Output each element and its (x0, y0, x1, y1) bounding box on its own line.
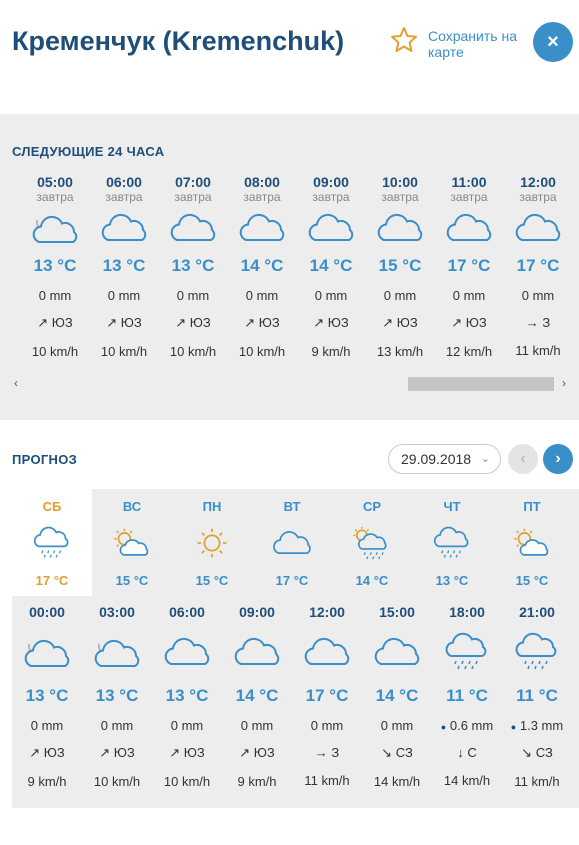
day-temp: 15 °C (115, 573, 149, 588)
forecast-hour-time: 09:00 (239, 604, 275, 620)
forecast-hour-wind-speed: 14 km/h (443, 773, 491, 788)
hour-temp: 13 °C (102, 256, 146, 275)
hour-wind-speed: 12 km/h (445, 344, 493, 359)
hour-wind-dir: ЮЗ (396, 315, 418, 330)
wind-arrow-icon: ↗ (313, 315, 325, 330)
hourly-item (434, 174, 504, 359)
forecast-hour-temp: 14 °C (375, 686, 419, 705)
forecast-hour-wind-dir: СЗ (395, 745, 413, 760)
night-cloudy-icon (91, 632, 143, 672)
next-day-button[interactable] (543, 444, 573, 474)
hour-time: 08:00 (244, 174, 280, 190)
forecast-hour-item (432, 604, 502, 788)
hour-precip: 0 mm (452, 288, 486, 303)
page-title: Кременчук (Kremenchuk) (12, 26, 345, 56)
forecast-hour-wind-speed: 11 km/h (514, 774, 560, 789)
spacer (0, 808, 579, 845)
day-temp: 15 °C (515, 573, 549, 588)
drop-icon: ● (510, 722, 517, 732)
hour-day: завтра (312, 190, 350, 204)
cloud-icon (305, 208, 357, 248)
forecast-hour-item (222, 604, 292, 789)
horizontal-scrollbar[interactable] (12, 376, 568, 392)
date-select[interactable] (388, 444, 501, 474)
hour-temp: 14 °C (240, 256, 284, 275)
day-name: СР (362, 499, 382, 514)
wind-arrow-icon: ↓ (457, 745, 464, 760)
hour-temp: 17 °C (447, 256, 491, 275)
wind-arrow-icon: ↘ (381, 745, 393, 760)
day-tab[interactable] (252, 489, 332, 596)
hour-wind-dir: З (542, 315, 551, 330)
day-name: ПТ (523, 499, 541, 514)
close-button[interactable] (533, 22, 573, 62)
day-name: ПН (202, 499, 222, 514)
spacer (0, 420, 579, 432)
wind-arrow-icon: ↗ (99, 745, 111, 760)
cloud-icon (270, 523, 314, 563)
wind-arrow-icon: ↗ (244, 315, 256, 330)
cloud-icon (371, 632, 423, 672)
hour-wind-speed: 13 km/h (376, 344, 424, 359)
scroll-left-icon[interactable]: ‹ (14, 376, 18, 390)
forecast-hour-wind-dir: З (331, 745, 340, 760)
hour-precip: 0 mm (245, 288, 279, 303)
star-icon (390, 26, 418, 54)
cloud-icon (301, 632, 353, 672)
forecast-hour-item (82, 604, 152, 789)
hour-day: завтра (519, 190, 557, 204)
hour-day: завтра (450, 190, 488, 204)
sun-rain-icon (350, 523, 394, 563)
hour-precip: 0 mm (38, 288, 72, 303)
forecast-hour-precip: 0.6 mm (449, 718, 494, 733)
wind-arrow-icon: ↘ (521, 745, 533, 760)
hour-wind-dir: ЮЗ (258, 315, 280, 330)
hour-day: завтра (174, 190, 212, 204)
close-icon: × (547, 31, 559, 53)
forecast-section (0, 432, 579, 845)
wind-arrow-icon: ↗ (169, 745, 181, 760)
forecast-hour-wind-dir: СЗ (535, 745, 553, 760)
chevron-right-icon: › (555, 450, 561, 467)
forecast-hour-wind-speed: 14 km/h (373, 774, 421, 789)
partly-cloudy-icon (110, 523, 154, 563)
hour-day: завтра (36, 190, 74, 204)
hourly-item (503, 174, 573, 358)
spacer (0, 84, 579, 114)
cloud-icon (231, 632, 283, 672)
hour-day: завтра (105, 190, 143, 204)
cloud-icon (374, 208, 426, 248)
hour-precip: 0 mm (383, 288, 417, 303)
save-to-map-label: Сохранить на карте (428, 28, 517, 60)
day-temp: 17 °C (275, 573, 309, 588)
forecast-hour-time: 21:00 (519, 604, 555, 620)
forecast-hour-precip: 0 mm (30, 718, 64, 733)
day-tab[interactable] (332, 489, 412, 596)
day-tab[interactable] (492, 489, 572, 596)
hour-wind-speed: 9 km/h (311, 344, 351, 359)
forecast-hour-time: 06:00 (169, 604, 205, 620)
cloud-icon (161, 632, 213, 672)
day-temp: 17 °C (35, 573, 69, 588)
forecast-hour-wind-dir: С (467, 745, 477, 760)
hour-time: 10:00 (382, 174, 418, 190)
forecast-hour-temp: 11 °C (446, 686, 488, 705)
hour-temp: 17 °C (516, 256, 560, 275)
hour-time: 11:00 (451, 174, 487, 190)
hour-wind-dir: ЮЗ (189, 315, 211, 330)
wind-arrow-icon: → (525, 315, 539, 330)
cloud-icon (443, 208, 495, 248)
rain-icon (511, 632, 563, 672)
hourly-item (365, 174, 435, 359)
chevron-left-icon: ‹ (520, 450, 526, 467)
wind-arrow-icon: ↗ (175, 315, 187, 330)
hour-temp: 15 °C (378, 256, 422, 275)
wind-arrow-icon: ↗ (106, 315, 118, 330)
forecast-hour-temp: 13 °C (25, 686, 69, 705)
scroll-right-icon[interactable]: › (562, 376, 566, 390)
hour-time: 05:00 (37, 174, 73, 190)
hour-wind-dir: ЮЗ (465, 315, 487, 330)
date-select-value: 29.09.2018 (401, 451, 472, 467)
hourly-item (296, 174, 366, 359)
forecast-hour-item (362, 604, 432, 789)
forecast-hour-wind-dir: ЮЗ (43, 745, 65, 760)
save-to-map-button[interactable] (390, 26, 517, 60)
drop-icon: ● (440, 722, 447, 732)
hourly-item (89, 174, 159, 359)
day-name: ЧТ (443, 499, 461, 514)
hour-day: завтра (243, 190, 281, 204)
hour-precip: 0 mm (176, 288, 210, 303)
forecast-hour-wind-speed: 9 km/h (237, 774, 277, 789)
chevron-down-icon: ⌄ (480, 453, 490, 465)
hour-time: 12:00 (520, 174, 556, 190)
day-name: ВС (122, 499, 142, 514)
forecast-hour-wind-dir: ЮЗ (113, 745, 135, 760)
forecast-hour-wind-speed: 10 km/h (163, 774, 211, 789)
hour-temp: 13 °C (33, 256, 77, 275)
hourly-item (158, 174, 228, 359)
next-24-hours-section (0, 114, 579, 420)
forecast-hour-time: 12:00 (309, 604, 345, 620)
day-detail (12, 596, 579, 808)
prev-day-button[interactable] (508, 444, 538, 474)
forecast-hour-wind-speed: 9 km/h (27, 774, 67, 789)
day-name: СБ (42, 499, 62, 514)
sun-icon (190, 523, 234, 563)
day-tab[interactable] (12, 489, 92, 596)
wind-arrow-icon: ↗ (29, 745, 41, 760)
forecast-hour-item (152, 604, 222, 789)
hour-time: 06:00 (106, 174, 142, 190)
hour-temp: 13 °C (171, 256, 215, 275)
hour-precip: 0 mm (314, 288, 348, 303)
night-cloudy-icon (29, 208, 81, 248)
wind-arrow-icon: ↗ (37, 315, 49, 330)
wind-arrow-icon: ↗ (451, 315, 463, 330)
hour-wind-speed: 10 km/h (169, 344, 217, 359)
forecast-hour-time: 03:00 (99, 604, 135, 620)
cloud-icon (167, 208, 219, 248)
forecast-hour-temp: 13 °C (165, 686, 209, 705)
hour-wind-speed: 11 km/h (515, 343, 561, 358)
hour-time: 07:00 (175, 174, 211, 190)
forecast-title: ПРОГНОЗ (12, 452, 78, 467)
day-tabs (12, 489, 579, 596)
day-temp: 15 °C (195, 573, 229, 588)
forecast-hour-temp: 11 °C (516, 686, 558, 705)
cloud-icon (98, 208, 150, 248)
forecast-hour-temp: 13 °C (95, 686, 139, 705)
day-tab[interactable] (172, 489, 252, 596)
day-temp: 13 °C (435, 573, 469, 588)
forecast-hour-item (502, 604, 572, 789)
hour-wind-dir: ЮЗ (120, 315, 142, 330)
forecast-hour-wind-speed: 11 km/h (304, 773, 350, 788)
hour-wind-dir: ЮЗ (327, 315, 349, 330)
forecast-hour-time: 15:00 (379, 604, 415, 620)
rain-icon (30, 523, 74, 563)
cloud-icon (236, 208, 288, 248)
wind-arrow-icon: ↗ (239, 745, 251, 760)
forecast-hour-wind-dir: ЮЗ (253, 745, 275, 760)
header (0, 0, 579, 84)
night-cloudy-icon (21, 632, 73, 672)
forecast-hour-precip: 0 mm (170, 718, 204, 733)
hour-wind-speed: 10 km/h (238, 344, 286, 359)
forecast-hour-precip: 0 mm (240, 718, 274, 733)
day-tab[interactable] (412, 489, 492, 596)
hour-time: 09:00 (313, 174, 349, 190)
forecast-hour-item (12, 604, 82, 789)
day-temp: 14 °C (355, 573, 389, 588)
hour-wind-dir: ЮЗ (51, 315, 73, 330)
forecast-hour-precip: 0 mm (380, 718, 414, 733)
forecast-hour-time: 00:00 (29, 604, 65, 620)
day-name: ВТ (283, 499, 301, 514)
hourly-item (227, 174, 297, 359)
next-24-hours-title: СЛЕДУЮЩИЕ 24 ЧАСА (12, 144, 165, 159)
forecast-hour-precip: 1.3 mm (519, 718, 564, 733)
cloud-icon (512, 208, 564, 248)
hour-temp: 14 °C (309, 256, 353, 275)
day-tab[interactable] (92, 489, 172, 596)
wind-arrow-icon: → (314, 745, 328, 760)
hour-wind-speed: 10 km/h (100, 344, 148, 359)
rain-icon (441, 632, 493, 672)
scrollbar-thumb[interactable] (408, 377, 554, 391)
forecast-hour-precip: 0 mm (310, 718, 344, 733)
forecast-hour-wind-speed: 10 km/h (93, 774, 141, 789)
forecast-hour-precip: 0 mm (100, 718, 134, 733)
hour-precip: 0 mm (521, 288, 555, 303)
forecast-hour-time: 18:00 (449, 604, 485, 620)
forecast-hour-wind-dir: ЮЗ (183, 745, 205, 760)
hour-wind-speed: 10 km/h (31, 344, 79, 359)
forecast-hour-temp: 17 °C (305, 686, 349, 705)
forecast-hour-temp: 14 °C (235, 686, 279, 705)
hour-day: завтра (381, 190, 419, 204)
hour-precip: 0 mm (107, 288, 141, 303)
forecast-hour-item (292, 604, 362, 788)
partly-cloudy-icon (510, 523, 554, 563)
hourly-item (20, 174, 90, 359)
wind-arrow-icon: ↗ (382, 315, 394, 330)
rain-icon (430, 523, 474, 563)
